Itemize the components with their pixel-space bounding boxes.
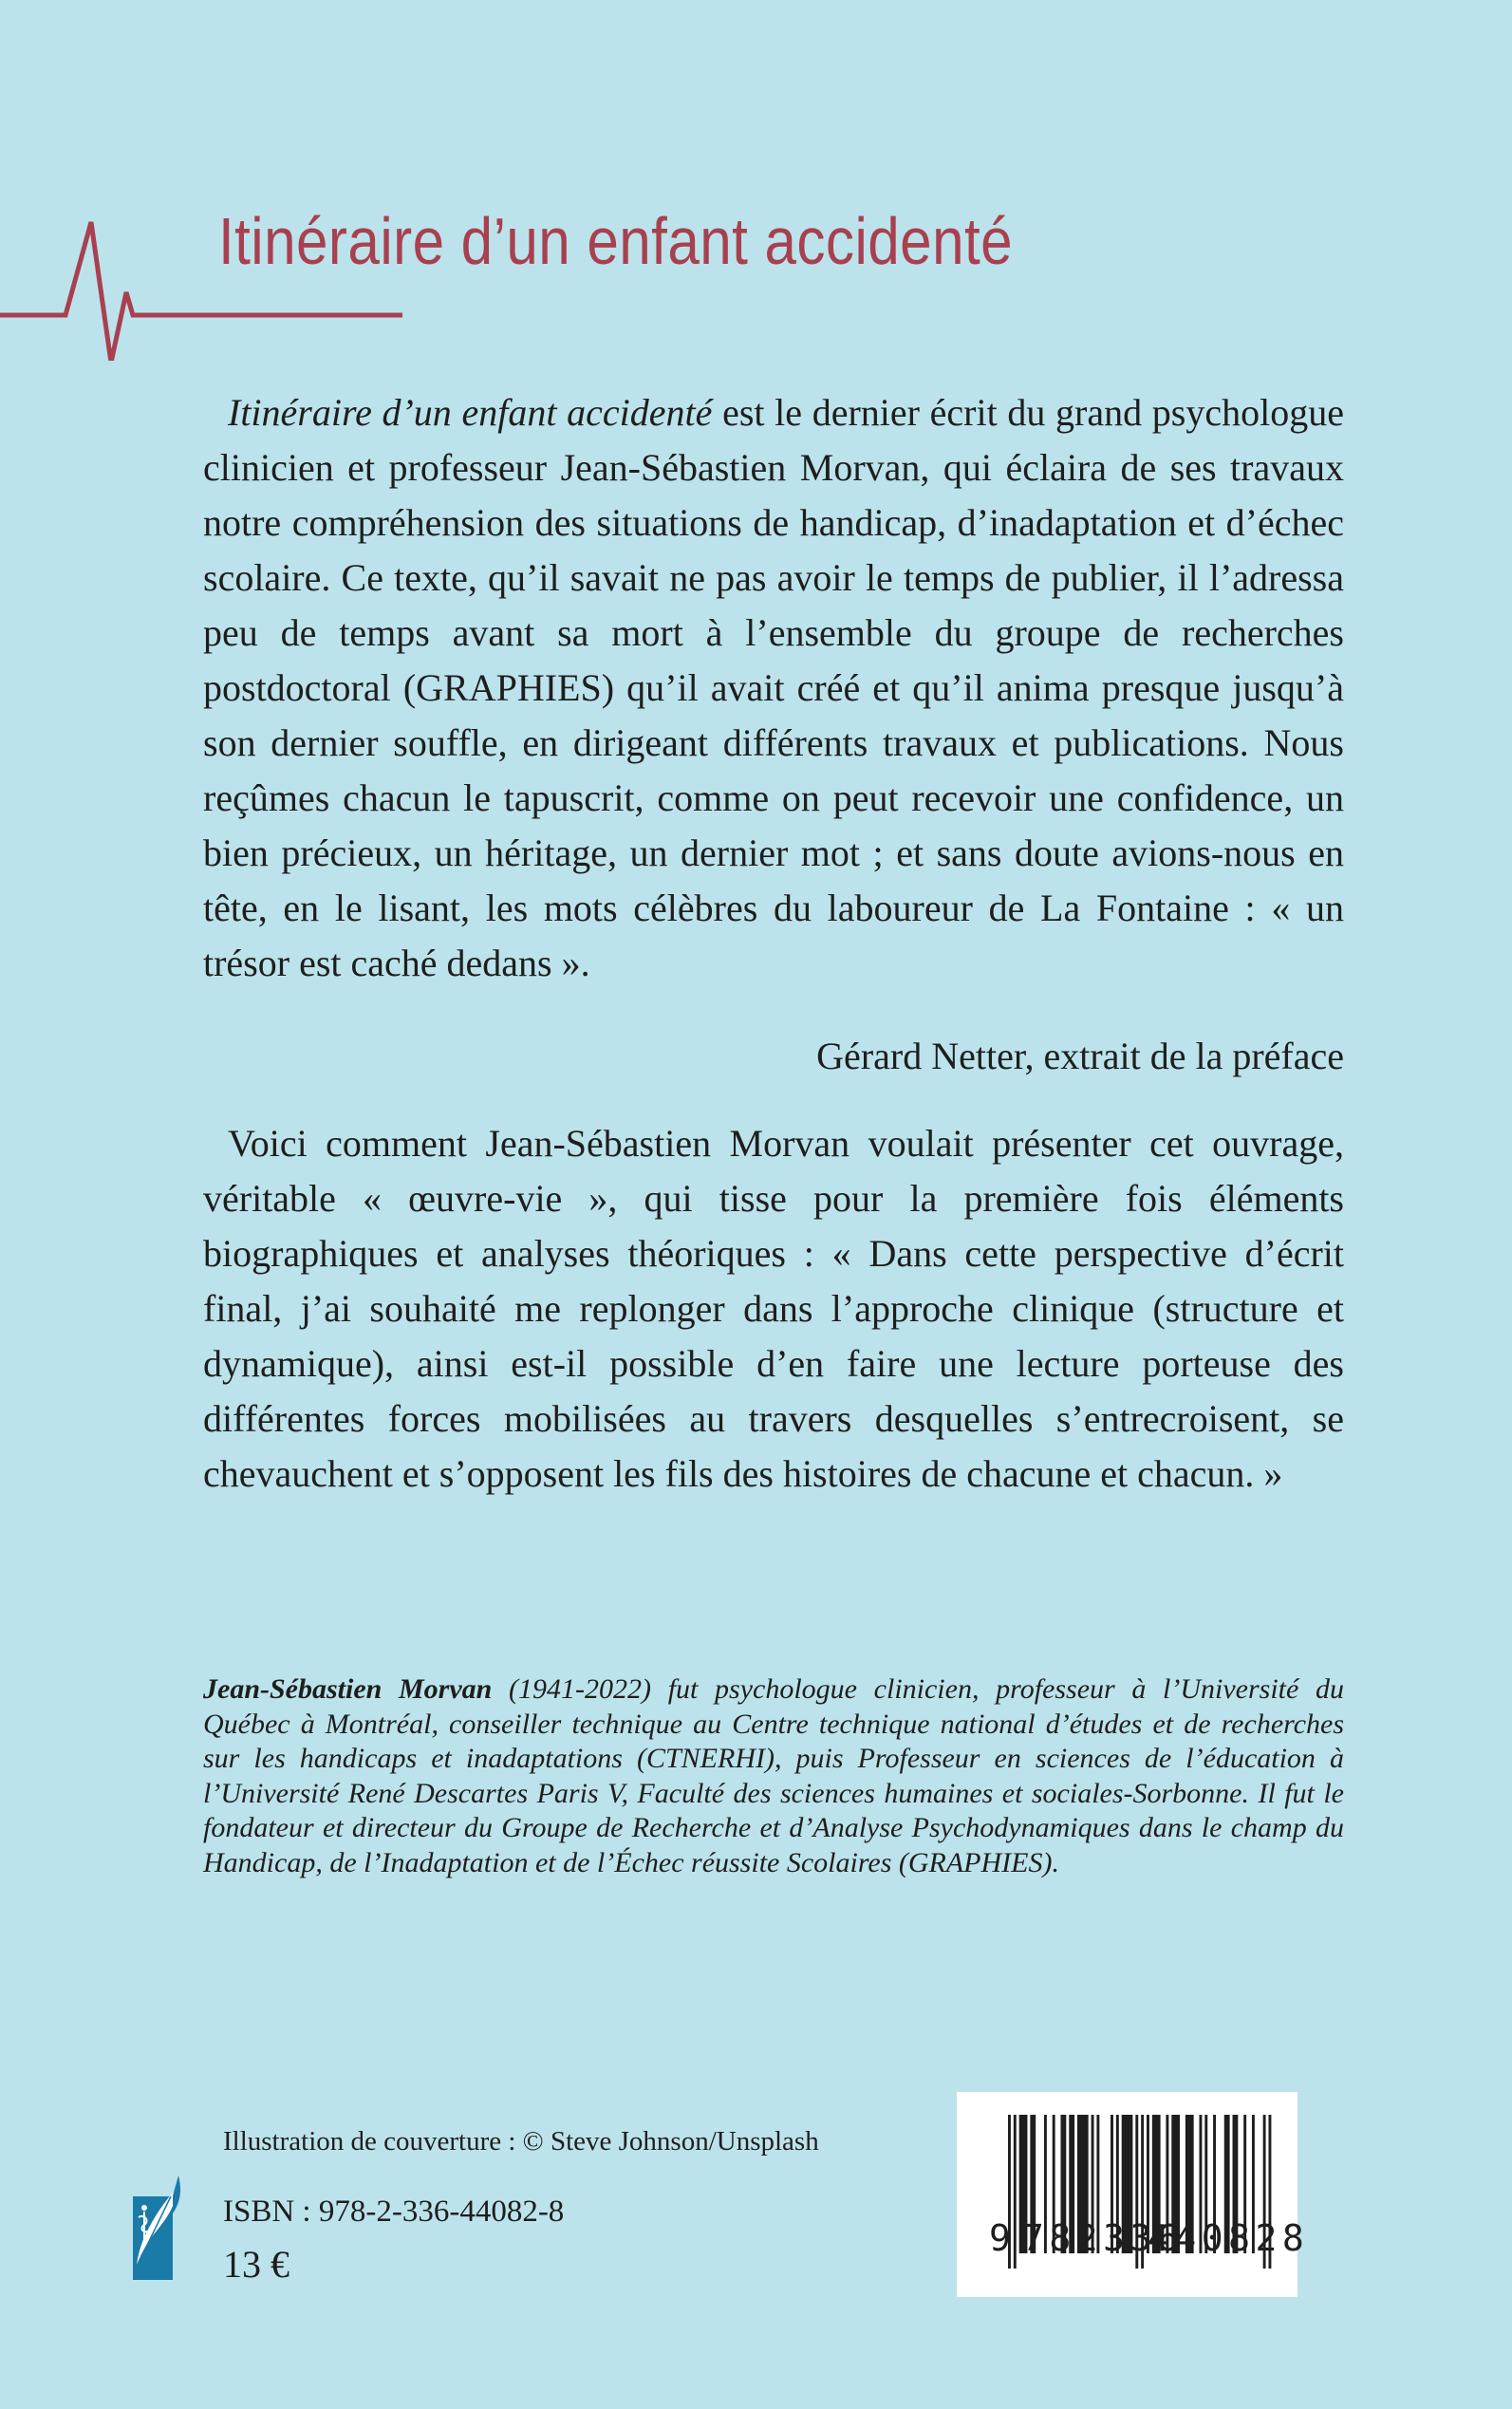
book-title: Itinéraire d’un enfant accidenté bbox=[218, 204, 1014, 278]
author-presentation bbox=[203, 1116, 1344, 1502]
barcode-right-group: 440828 bbox=[1148, 2217, 1310, 2259]
quill-feather-logo-icon bbox=[133, 2174, 186, 2280]
author-bio bbox=[203, 1672, 1344, 1880]
barcode-left-group: 782336 bbox=[1022, 2217, 1185, 2259]
illustration-credit: Illustration de couverture : © Steve Johnson/Unsplash bbox=[223, 2126, 819, 2157]
preface-book-title: Itinéraire d’un enfant accidenté bbox=[228, 391, 713, 434]
author-bio-text: (1941-2022) fut psychologue clinicien, professeur à l’Université du Québec à Montréal, conseiller technique au Centre technique national d’études et de recherches sur les handicaps et inadaptations (CTNERHI), puis Professeur en sciences de l’éducation à l’Université René Descartes Paris V, Faculté des sciences humaines et sociales-Sorbonne. Il fut le fondateur et directeur du Groupe de Recherche et d’Analyse Psychodynamiques dans le champ du Handicap, de l’Inadaptation et de l’Échec réussite Scolaires (GRAPHIES). bbox=[203, 1673, 1345, 1878]
author-name: Jean-Sébastien Morvan bbox=[203, 1673, 493, 1705]
preface-attribution: Gérard Netter, extrait de la préface bbox=[816, 1035, 1344, 1077]
barcode-digits bbox=[957, 2217, 1310, 2274]
cover-title-block bbox=[0, 190, 1512, 361]
isbn: ISBN : 978-2-336-44082-8 bbox=[223, 2194, 565, 2229]
presentation-text: Voici comment Jean-Sébastien Morvan voulait présenter cet ouvrage, véritable « œuvre-vie », qui tisse pour la première fois éléments biographiques et analyses théoriques : « Dans cette perspective d’écrit final, j’ai souhaité me replonger dans l’approche clinique (structure et dynamique), ainsi est-il possible d’en faire une lecture porteuse des différentes forces mobilisées au travers desquelles s’entrecroisent, se chevauchent et s’opposent les fils des histoires de chacune et chacun. » bbox=[203, 1122, 1344, 1495]
barcode-first-digit: 9 bbox=[989, 2217, 1011, 2259]
isbn-barcode bbox=[957, 2092, 1310, 2297]
price: 13 € bbox=[223, 2243, 289, 2286]
preface-excerpt bbox=[203, 385, 1344, 991]
preface-text: est le dernier écrit du grand psychologue clinicien et professeur Jean-Sébastien Morvan, qui éclaira de ses travaux notre compréhension des situations de handicap, d’inadaptation et d’échec scolaire. Ce texte, qu’il savait ne pas avoir le temps de publier, il l’adressa peu de temps avant sa mort à l’ensemble du groupe de recherches postdoctoral (GRAPHIES) qu’il avait créé et qu’il anima presque jusqu’à son dernier souffle, en dirigeant différents travaux et publications. Nous reçûmes chacun le tapuscrit, comme on peut recevoir une confidence, un bien précieux, un héritage, un dernier mot ; et sans doute avions-nous en tête, en le lisant, les mots célèbres du laboureur de La Fontaine : « un trésor est caché dedans ». bbox=[203, 391, 1344, 984]
